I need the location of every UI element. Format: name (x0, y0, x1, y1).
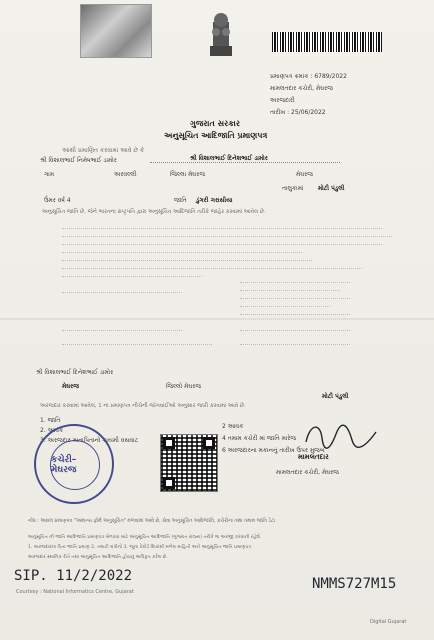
handwritten-code: NMMS727M15 (312, 576, 397, 592)
district-label: અરજદારી (270, 97, 295, 104)
office-sub: મામલતદાર કચેરી, મેઘરજ (276, 469, 339, 476)
footer-note: નોંધ : અસલ પ્રમાણપત્ર "અમાન્ય ફોર્મ અનુસૂચિત" મળવામાં આવે છે, સેવા અનુસૂચિત આદિજાતિ, કચેરીના તથા તમામ જાતિ ડેટા (28, 519, 275, 524)
footer-left: Courtesy : National Informatics Centre, Gujarat (16, 589, 134, 595)
cert-number: પ્રમાણપત્ર ક્રમાંક : 6789/2022 (270, 73, 347, 80)
applicant-name: શ્રી વિશાલભાઈ દિનેશભાઈ ડામોર (190, 155, 268, 162)
point-3: 3. અરજદાર માતાપિતાનો કાયમી વસવાટ (40, 437, 139, 444)
office-stamp (34, 424, 114, 504)
age-line: ઉંમર વર્ષ 4 (44, 197, 71, 204)
name-underline (150, 162, 340, 163)
point-2: 2. આવક (40, 427, 64, 434)
second-village: મેઘરજ (62, 383, 79, 390)
handwritten-date: SIP. 11/2/2022 (14, 568, 133, 584)
reside-line: અરજદાર કરવામાં આવેલ, 1 ના પ્રમાણપત્ર નીચેની જોગવાઈઓ અનુસાર જારી કરવામાં આવે છે. (40, 403, 246, 409)
applicant-photo (80, 4, 152, 58)
state-emblem-icon (204, 12, 238, 60)
office-title: મામલતદાર (298, 453, 329, 461)
fold-line (0, 318, 434, 320)
intro-line: આથી પ્રમાણિત કરવામાં આવે છે કે (62, 147, 145, 154)
district-value: જિલ્લા મેઘરજ (170, 171, 205, 178)
caste-value: ડુંગરી ગરાસીયા (196, 197, 233, 204)
point-1: 1. જાતિ (40, 417, 61, 424)
village-value: મેઘરજ (296, 171, 313, 178)
certificate-title: અનુસૂચિત આદિજાતિ પ્રમાણપત્ર (164, 131, 268, 140)
right-point-2: 4 તમામ કચેરી માં જાતિ મારેજ (222, 435, 297, 442)
issue-date: તારીખ : 25/06/2022 (270, 109, 326, 116)
village-label: ગામ (44, 171, 55, 178)
stamp-text: કચેરી–મેઘરજ (50, 440, 100, 490)
footer-line-2: 1. અરજદારના પિતા જાતિ પ્રમાણ 2. તલાટી મંત્રીનો 3. જૂના રેકોર્ડ ઉપરથી મળેલ માહિતી અને અનુસૂચિત જાતિ પ્રમાણપત્ર (28, 545, 252, 550)
name-label: શ્રી વિશાલભાઈ નિમેષભાઈ ડામોર (40, 157, 117, 164)
qr-code (160, 434, 218, 492)
second-name-label: શ્રી વિશાલભાઈ દિનેશભાઈ ડામોર (36, 369, 114, 376)
footer-right: Digital Gujarat (370, 619, 407, 625)
issuing-office: મામલતદાર કચેરી, મેઘરજ (270, 85, 333, 92)
footer-line-1: અનુસૂચિત ની જાતિ આદિજાતિ પ્રમાણપત્ર મેળવવા માટે અનુસૂચિત આદિજાતિ (ગુજરાત રાજ્ય) તરીકે જ અરજી કરવાની રહેશે. (28, 535, 262, 540)
signature (300, 420, 380, 454)
subdistrict-value: અરવલ્લી (114, 171, 137, 178)
caste-label: જાતિ (174, 197, 187, 204)
right-point-1: 2 આવક (222, 423, 244, 430)
clause-line: અનુસૂચિત જાતિ છે, જેને ભારતના રાષ્ટ્રપતિ દ્વારા અનુસૂચિત આદિજાતિ તરીકે જાહેર કરવામાં આવેલ છે. (42, 209, 266, 215)
second-taluka: મોટી પંડુલી (322, 393, 349, 400)
taluka-value: મોટી પંડુલી (318, 185, 345, 192)
second-district: જિલ્લો મેઘરજ (166, 383, 202, 390)
barcode (272, 32, 382, 52)
state-title: ગુજરાત સરકાર (190, 119, 240, 128)
footer-line-3: અરજદાર સ્થાનિક રીતે તથા અનુસૂચિત આદિજાતિ હોવાનું અધિકૃત કરેલ છે. (28, 555, 168, 560)
taluka-label: તાલુકામાં (282, 185, 304, 192)
right-point-3: 6 અરજદારના મકાનનું તારીખ ઉપર મુજબ (222, 447, 325, 454)
